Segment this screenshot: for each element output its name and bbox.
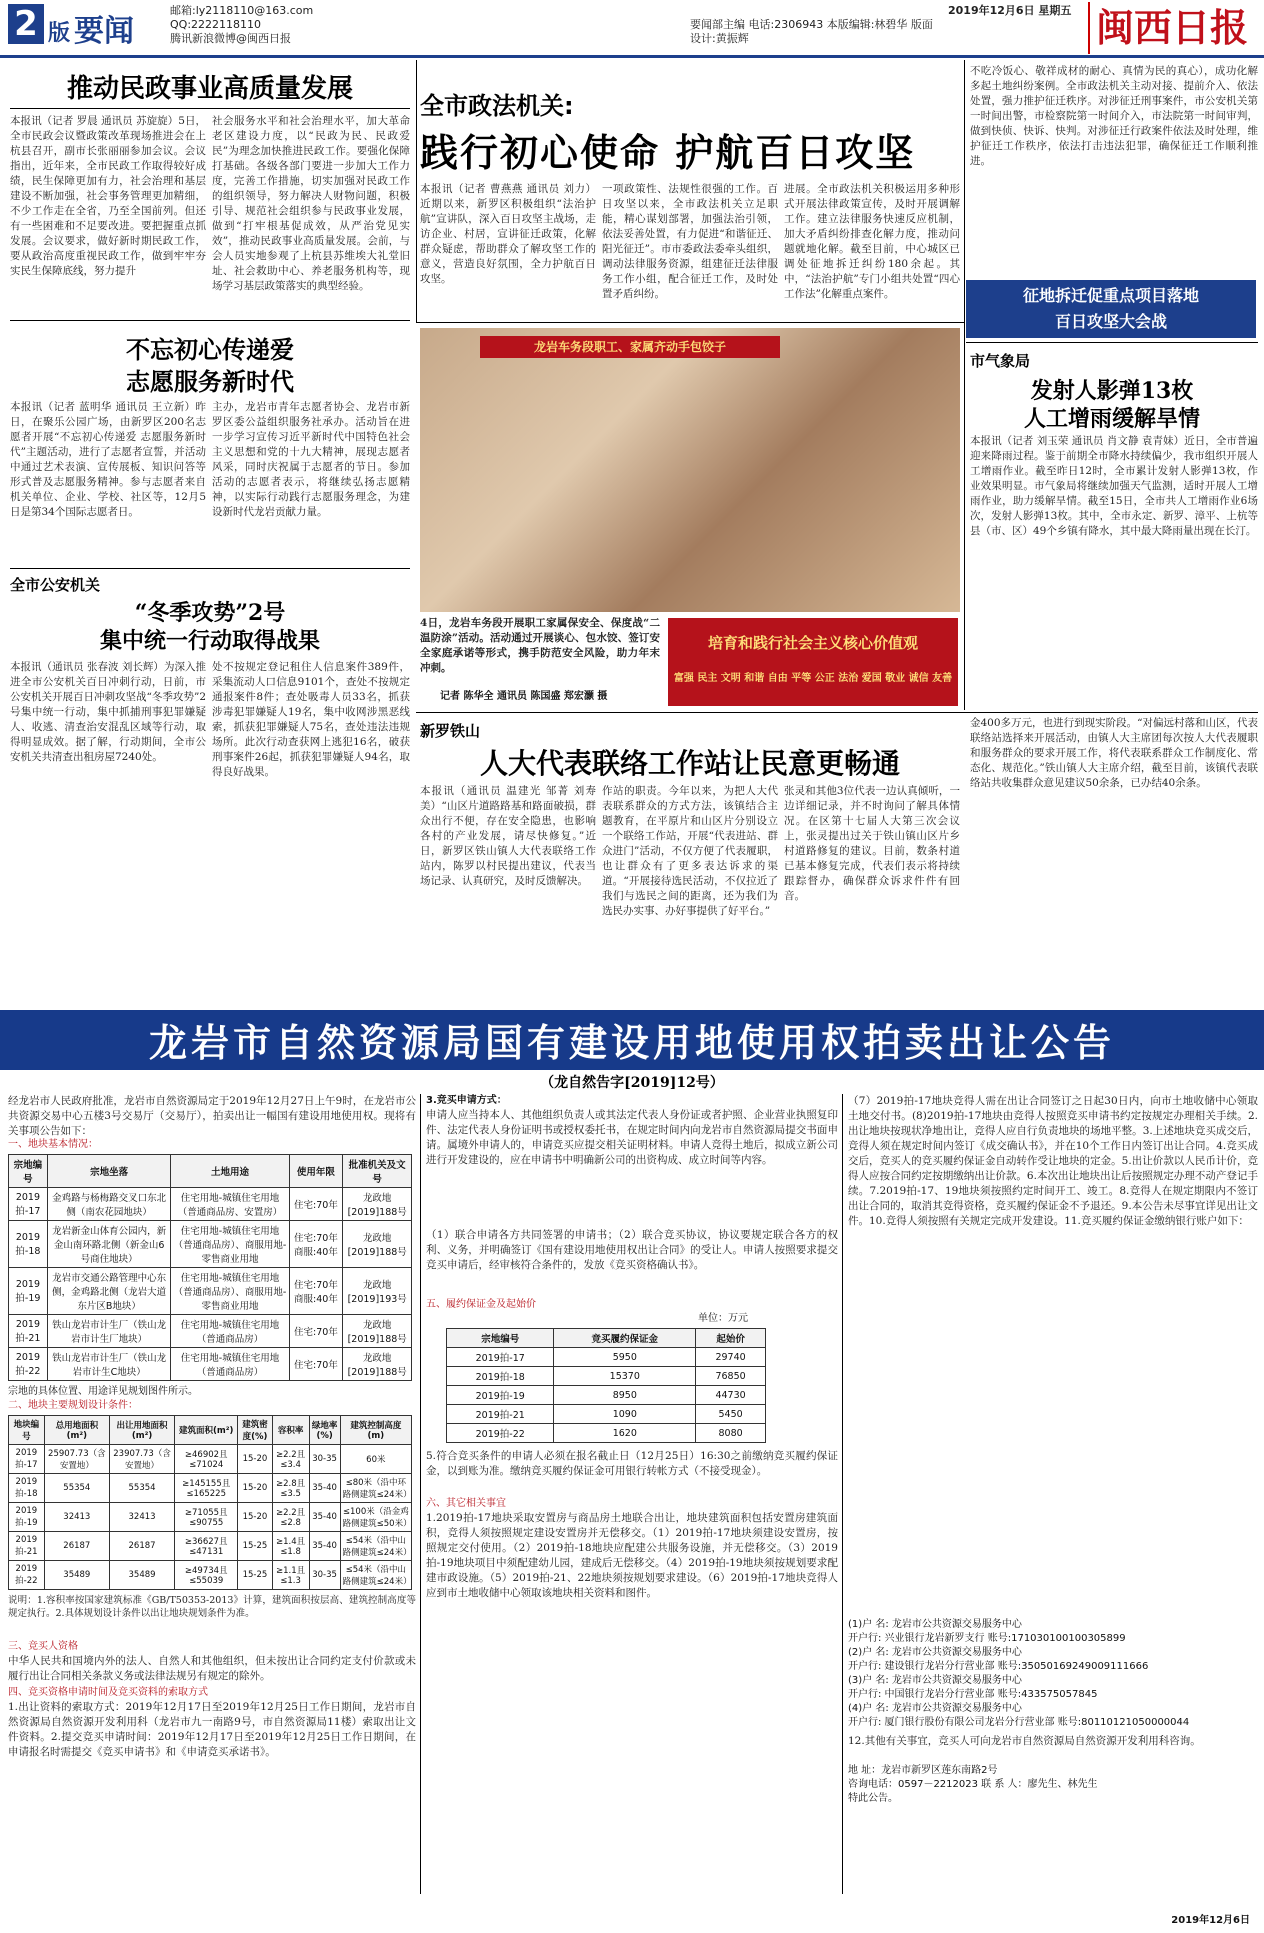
table-cell: 住宅用地-城镇住宅用地（普通商品房、安置房） [171,1188,289,1221]
a4-body: 本报讯（记者 刘玉荣 通讯员 肖文静 袁青妹）近日，全市普遍迎来降雨过程。鉴于前期全市降水持续偏少，我市组织开展人工增雨作业。截至昨日12时，全市累计发射人影弹13枚，作业效果明显。市气象局将继续加强天气监测，适时开展人工增雨作业，助力缓解旱情。截至15日，全市共人工增雨作业6场次，发射人影弹13枚。其中，全市永定、新罗、漳平、上杭等县（市、区）49个乡镇有降水，其中最大降雨量出现在长汀。 [970,435,1258,537]
ann-right-body1: （7）2019拍-17地块竞得人需在出让合同签订之日起30日内，向市土地收储中心领取土地交付书。(8)2019拍-17地块由竞得人按照竞买申请书约定按规定办理相关手续。2.出让地块按现状净地出让，竞得人应自行负责地块的场地平整。3.上述地块竞买成交后，竞得人须在规定时间内签订《成交确认书》，并在10个工作日内签订出让合同。4.竞买成交后，竞买人的竞买履约保证金自动转作受让地块的定金。5.出让价款以人民币计价，竞得人应按合同约定按期缴纳出让价款。6.本次出让地块出让后按照规定办理不动产登记手续。7.2019拍-17、19地块须按照约定时间开工、竣工。8.竞得人在规定期限内不签订出让合同的，取消其竞得资格，竞买履约保证金不予退还。9.本公告未尽事宜详见出让文件。10.竞得人须按照有关规定完成开发建设。11.竞买履约保证金缴纳银行账户如下： [848,1095,1258,1227]
table-header-cell: 宗地坐落 [47,1155,171,1188]
table-cell: 铁山龙岩市计生厂（铁山龙岩市计生厂地块） [47,1315,171,1348]
photo-credit: 记者 陈华全 通讯员 陈国盛 郑宏灏 摄 [440,691,608,702]
table-row [447,1367,766,1386]
table-header-cell: 容积率 [272,1416,309,1445]
table-header-row [9,1155,412,1188]
table-cell: 2019拍-19 [447,1386,554,1405]
table-header-cell: 竞买履约保证金 [554,1329,696,1348]
ann-sec2: 二、地块主要规划设计条件： [8,1400,138,1411]
table-row [447,1424,766,1443]
table-cell: 1620 [554,1424,696,1443]
table-header-cell: 建筑面积(m²) [175,1416,238,1445]
table-cell: 76850 [696,1367,766,1386]
table-cell: 龙岩新金山体育公园内，新金山南环路北侧（新金山6号商住地块） [47,1221,171,1268]
table-cell: ≥49734且≤55039 [175,1561,238,1590]
table-header-cell: 宗地编号 [9,1155,48,1188]
table-cell: 住宅用地-城镇住宅用地（普通商品房） [171,1315,289,1348]
table-cell: 15-25 [238,1561,272,1590]
table-cell: 2019拍-22 [9,1561,45,1590]
table-cell: 住宅:70年 商服:40年 [289,1268,343,1315]
divider [964,60,965,710]
table-cell: 2019拍-18 [447,1367,554,1386]
header-editor: 要闻部主编 电话:2306943 本版编辑:林碧华 版面设计:黄振辉 [690,18,933,45]
table-header-cell: 宗地编号 [447,1329,554,1348]
a5-body-col1: 本报讯（通讯员 张春波 刘长辉）为深入推进全市公安机关百日冲刺行动，日前，市公安机关开展百日冲刺攻坚战“冬季攻势”2号集中统一行动，集中抓捕刑事犯罪嫌疑人、收逃、清查治安混乱区域等行动，取得明显成效。据了解，行动期间，全市公安机关共清查出租房屋7240处。 [10,661,206,763]
table-cell: ≤100米（沿金鸡路侧建筑≤50米） [340,1503,411,1532]
table-header-cell: 批准机关及文号 [343,1155,412,1188]
a2-title: 践行初心使命 护航百日攻坚 [420,130,916,175]
table-row [9,1503,412,1532]
a6-body-col3: 张灵和其他3位代表一边认真倾听，一边详细记录，并不时询问了解具体情况。在区第十七届人大第三次会议上，张灵提出过关于铁山镇山区片乡村道路修复的建议。目前，数条村道已基本修复完成，代表们表示将持续跟踪督办，确保群众诉求件件有回音。 [784,785,960,902]
ann-sec1: 一、地块基本情况： [8,1139,98,1150]
table-cell: 15-20 [238,1445,272,1474]
table-row [9,1474,412,1503]
a1-body-col1: 本报讯（记者 罗晨 通讯员 苏旋旋）5日，全市民政会议暨政策改革现场推进会在上杭县召开，副市长张丽丽参加会议。会议指出，近年来，全市民政工作取得较好成绩，民生保障更加有力，社会治理和基层建设不断加强，社会事务管理更加精细，不少工作走在全省，乃至全国前列。但还有一些困难和不足要改进。要把握重点抓发展。会议要求，做好新时期民政工作，要从政治高度重视民政工作，做到牢牢夯实民生保障底线，努力提升 [10,115,206,277]
table-cell: ≤54米（沿中山路侧建筑≤24米） [340,1532,411,1561]
table-cell: 44730 [696,1386,766,1405]
ann-mid-body2: （1）联合申请各方共同签署的申请书；（2）联合竞买协议，协议要规定联合各方的权利、义务，并明确签订《国有建设用地使用权出让合同》的受让人。申请人按照要求提交竞买申请后，经审核符合条件的，发放《竞买资格确认书》。 [426,1229,838,1271]
table-cell: 住宅用地-城镇住宅用地（普通商品房） [171,1348,289,1381]
newspaper-logo: 闽西日报 [1088,2,1254,54]
a2-body-col3: 进展。全市政法机关积极运用多种形式开展法律政策宣传，及时开展调解工作。建立法律服务快速反应机制，加大矛盾纠纷排查化解力度，推动问题就地化解。截至目前，中心城区已调处征地拆迁纠纷180余起。其中，“法治护航”专门小组共处置“四心工作法”化解重点案件。 [784,183,960,300]
table-cell: 32413 [109,1503,174,1532]
table-cell: ≥1.4且≤1.8 [272,1532,309,1561]
a4-kicker: 市气象局 [970,352,1031,370]
a2-right-body: 不吃冷饭心、敬祥成材的耐心、真情为民的真心），成功化解多起土地纠纷案例。全市政法机关主动对接、提前介入、依法处置，强力推护征迁秩序。对涉征迁刑事案件，市公安机关第一时间出警，市检察院第一时间介入，市法院第一时间审判，做到快侦、快诉、快判。对涉征迁行政案件依法及时处理，维护征迁工作秩序，依法打击违法犯罪，确保征迁工作顺利推进。 [970,65,1258,167]
table-row [9,1532,412,1561]
page-number: 2 [8,4,44,44]
table-cell: 2019拍-19 [9,1503,45,1532]
ann-note2: 说明：1.容积率按国家建筑标准《GB/T50353-2013》计算，建筑面积按层高、建筑控制高度等规定执行。2.具体规划设计条件以出让地块规划条件为准。 [8,1595,416,1619]
divider [416,712,1258,713]
a3-body-col2: 主办，龙岩市青年志愿者协会、龙岩市新罗区委公益组织服务社承办。活动旨在进一步学习宣传习近平新时代中国特色社会主义思想和党的十九大精神，展现志愿者风采，同时庆祝属于志愿者的节日。参加活动的志愿者表示，将继续弘扬志愿精神，以实际行动践行志愿服务理念，为建设新时代龙岩贡献力量。 [212,401,410,518]
table-header-cell: 建筑密度(%) [238,1416,272,1445]
campaign-band-line2: 百日攻坚大会战 [1054,312,1167,331]
ann-sec5: 五、履约保证金及起始价 [426,1299,536,1310]
a5-body-col2: 处不按规定登记租住人信息案件389件，采集流动人口信息9101个，查处不按规定通报案件8件；查处吸毒人员33名，抓获涉毒犯罪嫌疑人19名，集中收网涉黑恶线索，抓获犯罪嫌疑人75名，查处违法违规场所。此次行动查获网上逃犯16名，破获刑事案件26起，抓获犯罪嫌疑人94名，取得良好战果。 [212,661,410,778]
a4-title-1: 发射人影弹13枚 [1030,378,1194,404]
bank-line: 开户行: 中国银行龙岩分行营业部 账号:433575057845 [848,1689,1098,1700]
bank-line: (3)户 名: 龙岩市公共资源交易服务中心 [848,1675,1022,1686]
table-cell: 35-40 [309,1503,340,1532]
bank-line: 开户行: 兴业银行龙岩新罗支行 账号:171030100100305899 [848,1633,1126,1644]
table-cell: 2019拍-17 [447,1348,554,1367]
core-values-title: 培育和践行社会主义核心价值观 [707,634,918,652]
ann-sec3: 三、竞买人资格 [8,1641,78,1652]
table-header-cell: 建筑控制高度(m) [340,1416,411,1445]
divider [10,568,410,569]
table-row [447,1348,766,1367]
table-cell: 龙政地[2019]188号 [343,1188,412,1221]
ann-sec6: 六、其它相关事宜 [426,1498,506,1509]
table-cell: 龙岩市交通公路管理中心东侧，金鸡路北侧（龙岩大道东片区B地块） [47,1268,171,1315]
bank-line: (4)户 名: 龙岩市公共资源交易服务中心 [848,1703,1022,1714]
planning-table [8,1415,412,1590]
ann-left-col [8,1094,416,1929]
table-cell: 5450 [696,1405,766,1424]
ann-address: 地 址：龙岩市新罗区莲东南路2号 [848,1765,998,1776]
table-cell: 25907.73（含安置地） [44,1445,109,1474]
table-cell: ≥1.1且≤1.3 [272,1561,309,1590]
campaign-band [966,280,1256,338]
deposit-table [446,1328,766,1443]
table-cell: 15-25 [238,1532,272,1561]
bank-line: (2)户 名: 龙岩市公共资源交易服务中心 [848,1647,1022,1658]
header-contacts [170,4,390,46]
header-qq: QQ:2222118110 [170,18,262,31]
a2-body-col2: 一项政策性、法规性很强的工作。百日攻坚以来，全市政法机关立足职能，精心谋划部署，加强法治引领，依法妥善处置，有力促进“和谐征迁、阳光征迁”。市市委政法委牵头组织，调动法律服务资源，组建征迁法律服务工作小组，配合征迁工作，及时处置矛盾纠纷。 [602,183,778,300]
bank-line: (1)户 名: 龙岩市公共资源交易服务中心 [848,1619,1022,1630]
table-cell: 龙政地[2019]193号 [343,1268,412,1315]
table-header-row [447,1329,766,1348]
table-cell: 2019拍-17 [9,1445,45,1474]
table-row [447,1386,766,1405]
table-cell: 住宅:70年 [289,1348,343,1381]
ann-mid-body4: 1.2019拍-17地块采取安置房与商品房土地联合出让，地块建筑面积包括安置房建筑面积，竞得人须按照规定建设安置房并无偿移交。（1）2019拍-17地块须建设安置房，按照规定交付使用。（2）2019拍-18地块应配建公共服务设施，并无偿移交。（3）2019拍-19地块项目中须配建幼儿园，建成后无偿移交。（4）2019拍-19地块须按规划要求配建市政设施。（5）2019拍-21、22地块须按规划要求建设。（6）2019拍-17地块竞得人应到市土地收储中心领取该地块相关资料和图件。 [426,1512,838,1599]
table-row [9,1561,412,1590]
header-date: 2019年12月6日 星期五 [948,4,1072,17]
table-cell: ≥71055且≤90755 [175,1503,238,1532]
table-cell: 2019拍-21 [9,1315,48,1348]
table-header-cell: 使用年限 [289,1155,343,1188]
campaign-band-line1: 征地拆迁促重点项目落地 [1022,286,1199,305]
table-header-cell: 起始价 [696,1329,766,1348]
table-row [9,1221,412,1268]
table-cell: ≥2.2且≤2.8 [272,1503,309,1532]
a6-body-col2: 作站的职责。今年以来，为把人大代表联系群众的方式方法，该镇结合主题教育，在平原片和山区片分别设立一个联络工作站，开展“代表进站、群众进门”活动，不仅方便了代表履职，也让群众有了更多表达诉求的渠道。“开展接待选民活动，不仅拉近了我们与选民之间的距离，还为我们为选民办实事、办好事提供了好平台。” [602,785,778,917]
land-parcel-table [8,1154,412,1381]
ann-mid-col [426,1094,838,1929]
table-cell: 龙政地[2019]188号 [343,1315,412,1348]
ann-notice: 特此公告。 [848,1793,898,1804]
table-cell: 30-35 [309,1561,340,1590]
a4-title-2: 人工增雨缓解旱情 [1023,406,1200,432]
table-cell: 60米 [340,1445,411,1474]
table-cell: ≤80米（沿中环路侧建筑≤24米） [340,1474,411,1503]
table-cell: 15-20 [238,1474,272,1503]
table-cell: ≥145155且≤165225 [175,1474,238,1503]
table-cell: 26187 [44,1532,109,1561]
divider [842,1094,843,1894]
bank-accounts [848,1618,1258,1730]
table-cell: 26187 [109,1532,174,1561]
announcement-subtitle: （龙自然告字[2019]12号） [540,1075,724,1091]
table-row [9,1268,412,1315]
table-cell: 住宅:70年 [289,1188,343,1221]
ann-intro: 经龙岩市人民政府批准，龙岩市自然资源局定于2019年12月27日上午9时，在龙岩市公共资源交易中心五楼3号交易厅（交易厅），拍卖出让一幅国有建设用地使用权。现将有关事项公告如下： [8,1095,416,1137]
divider [420,1094,421,1894]
a3-body-col1: 本报讯（记者 蓝明华 通讯员 王立新）昨日，在聚乐公园广场，由新罗区200名志愿者开展“不忘初心传递爱 志愿服务新时代”主题活动，进行了志愿者宣誓，并活动中通过艺术表演、宣传展板、知识问答等形式普及志愿服务精神。参与志愿者来自机关单位、企业、学校、社区等，12月5日是第34个国际志愿者日。 [10,401,206,518]
table-cell: 15370 [554,1367,696,1386]
table-cell: 30-35 [309,1445,340,1474]
table-cell: ≥2.8且≤3.5 [272,1474,309,1503]
table-cell: 35-40 [309,1474,340,1503]
a1-body-col2: 社会服务水平和社会治理水平，加大革命老区建设力度，以“民政为民、民政爱民”为理念加快推进民政工作。要强化保障打基础。各级各部门要进一步加大工作力度，完善工作措施，切实加强对民政工作的组织领导，努力解决人财物问题，积极引导、规范社会组织参与民政事业发展，做到“打牢根基促成效，从严治党见实效”，推动民政事业高质量发展。会前，与会人员实地参观了上杭县苏维埃大礼堂旧址、社会救助中心、养老服务机构等，现场学习基层政策落实的典型经验。 [212,115,410,292]
table-cell: 23907.73（含安置地） [109,1445,174,1474]
divider [10,320,410,321]
photo-dumplings [420,328,960,612]
table-header-cell: 总用地面积(m²) [44,1416,109,1445]
a3-title-1: 不忘初心传递爱 [126,335,294,364]
table-cell: ≥2.2且≤3.4 [272,1445,309,1474]
a6-body-col4: 金400多万元，也进行到现实阶段。“对偏远村落和山区，代表联络站选择来开展活动，由镇人大主席团每次按人大代表履职和服务群众的要求开展工作，将代表联系群众工作制度化、常态化、规范化。”铁山镇人大主席介绍，截至目前，该镇代表联络站共收集群众意见建议50余条，已办结40余条。 [970,717,1258,789]
table-cell: 32413 [44,1503,109,1532]
table-header-row [9,1416,412,1445]
bank-line: 开户行: 厦门银行股份有限公司龙岩分行营业部 账号:80110121050000044 [848,1717,1190,1728]
table-cell: 2019拍-21 [447,1405,554,1424]
table-header-cell: 出让用地面积(m²) [109,1416,174,1445]
a1-title: 推动民政事业高质量发展 [66,74,353,104]
ban-label: 版 [48,21,71,46]
table-cell: 2019拍-22 [9,1348,48,1381]
divider [416,60,417,322]
table-cell: 8080 [696,1424,766,1443]
table-cell: 15-20 [238,1503,272,1532]
a5-kicker: 全市公安机关 [10,576,101,594]
table-header-cell: 土地用途 [171,1155,289,1188]
table-row [9,1445,412,1474]
a3-title-2: 志愿服务新时代 [126,367,294,396]
table-cell: 2019拍-21 [9,1532,45,1561]
a2-kicker: 全市政法机关: [420,92,574,120]
table-cell: 住宅用地-城镇住宅用地（普通商品房）、商服用地-零售商业用地 [171,1268,289,1315]
table-cell: 55354 [109,1474,174,1503]
ann-right-col [848,1094,1258,1929]
divider [10,108,410,109]
table-cell: 8950 [554,1386,696,1405]
table-cell: 住宅用地-城镇住宅用地（普通商品房）、商服用地-零售商业用地 [171,1221,289,1268]
a6-kicker: 新罗铁山 [420,722,481,740]
table-cell: 金鸡路与杨梅路交叉口东北侧（南农花园地块） [47,1188,171,1221]
a5-title-2: 集中统一行动取得战果 [99,628,320,654]
table-row [447,1405,766,1424]
a5-title-1: “冬季攻势”2号 [134,600,286,626]
ann-right-body2: 12.其他有关事宜，竞买人可向龙岩市自然资源局自然资源开发利用科咨询。 [848,1735,1201,1747]
ann-contact: 咨询电话：0597－2212023 联 系 人：廖先生、林先生 [848,1779,1098,1790]
table-header-cell: 绿地率(%) [309,1416,340,1445]
table-cell: 35489 [109,1561,174,1590]
ann-sec4: 四、竞买资格申请时间及竞买资料的索取方式 [8,1687,208,1698]
ann-body3: 中华人民共和国境内外的法人、自然人和其他组织，但未按出让合同约定支付价款或未履行出让合同相关条款义务或法律法规另有规定的除外。 [8,1655,416,1682]
header-email: 邮箱:ly2118110@163.com [170,4,314,17]
table-cell: 住宅:70年 [289,1315,343,1348]
ann-body4: 1.出让资料的索取方式：2019年12月17日至2019年12月25日工作日期间，龙岩市自然资源局自然资源开发利用科（龙岩市九一南路9号，市自然资源局11楼）索取出让文件资料。2.提交竞买申请时间：2019年12月17日至2019年12月25日工作日期间，在申请报名时需提交《竞买申请书》和《申请竞买承诺书》。 [8,1701,416,1758]
table-row [9,1315,412,1348]
table-cell: 龙政地[2019]188号 [343,1221,412,1268]
table-cell: 5950 [554,1348,696,1367]
table-cell: 2019拍-17 [9,1188,48,1221]
photo-banner: 龙岩车务段职工、家属齐动手包饺子 [480,336,780,358]
table-cell: 2019拍-22 [447,1424,554,1443]
core-values-words: 富强 民主 文明 和谐 自由 平等 公正 法治 爱国 敬业 诚信 友善 [673,673,953,684]
table-header-cell: 地块编号 [9,1416,45,1445]
table-cell: 29740 [696,1348,766,1367]
divider [416,322,964,323]
table-cell: 住宅:70年 商服:40年 [289,1221,343,1268]
table-cell: ≥36627且≤47131 [175,1532,238,1561]
table-cell: 铁山龙岩市计生厂（铁山龙岩市计生C地块） [47,1348,171,1381]
announcement-title: 龙岩市自然资源局国有建设用地使用权拍卖出让公告 [148,1020,1115,1065]
core-values-box [668,618,958,706]
table-cell: 35489 [44,1561,109,1590]
ann-mid-body3: 5.符合竞买条件的申请人必须在报名截止日（12月25日）16:30之前缴纳竞买履约保证金，以到账为准。缴纳竞买履约保证金可用银行转帐方式（不接受现金）。 [426,1450,838,1477]
ann-mid-sec3: 3.竞买申请方式： [426,1095,507,1106]
table-cell: ≥46902且≤71024 [175,1445,238,1474]
table-cell: 2019拍-18 [9,1221,48,1268]
a6-title: 人大代表联络工作站让民意更畅通 [479,747,900,780]
table-cell: 2019拍-18 [9,1474,45,1503]
table-row [9,1188,412,1221]
a6-body-col1: 本报讯（通讯员 温建光 邹菁 刘寿美）“山区片道路路基和路面破损，群众出行不便，存在安全隐患，也影响各村的产业发展，请尽快修复。”近日，新罗区铁山镇人大代表联络工作站内，陈罗以村民提出建议，代表当场记录、认真研究，及时反馈解决。 [420,785,596,887]
table-cell: ≤54米（沿中山路侧建筑≤24米） [340,1561,411,1590]
ann-mid-body1: 申请人应当持本人、其他组织负责人或其法定代表人身份证或者护照、企业营业执照复印件、法定代表人身份证明书或授权委托书，在规定时间内向龙岩市自然资源局提交书面申请。属境外申请人的，申请竞买应提交相关证明材料。申请人竞得土地后，拟成立新公司进行开发建设的，应在申请书中明确新公司的出资构成、成立时间等内容。 [426,1109,838,1166]
photo-caption: 4日，龙岩车务段开展职工家属保安全、保度战“二温防涂”活动。活动通过开展谈心、包水饺、签订安全家庭承诺等形式，携手防范安全风险，助力年末冲刺。 [420,617,660,674]
table-cell: 1090 [554,1405,696,1424]
table-row [9,1348,412,1381]
a2-body-col1: 本报讯（记者 曹燕燕 通讯员 刘力）近期以来，新罗区积极组织“法治护航”宣讲队，深入百日攻坚主战场，走访企业、村居，宣讲征迁政策，化解群众疑虑，帮助群众了解攻坚工作的意义，营造良好氛围，全力护航百日攻坚。 [420,183,596,285]
ann-date: 2019年12月6日 [1171,1915,1250,1926]
bank-line: 开户行: 建设银行龙岩分行营业部 账号:35050169249009111666 [848,1661,1149,1672]
table-cell: 2019拍-19 [9,1268,48,1315]
section-title: 要闻 [74,14,134,49]
table-cell: 龙政地[2019]188号 [343,1348,412,1381]
ann-unit: 单位：万元 [698,1313,748,1324]
header-weibo: 腾讯新浪微博@闽西日报 [170,32,291,45]
table-cell: 55354 [44,1474,109,1503]
table-cell: 35-40 [309,1532,340,1561]
divider [966,342,1258,343]
ann-note1: 宗地的具体位置、用途详见规划图件所示。 [8,1386,198,1397]
